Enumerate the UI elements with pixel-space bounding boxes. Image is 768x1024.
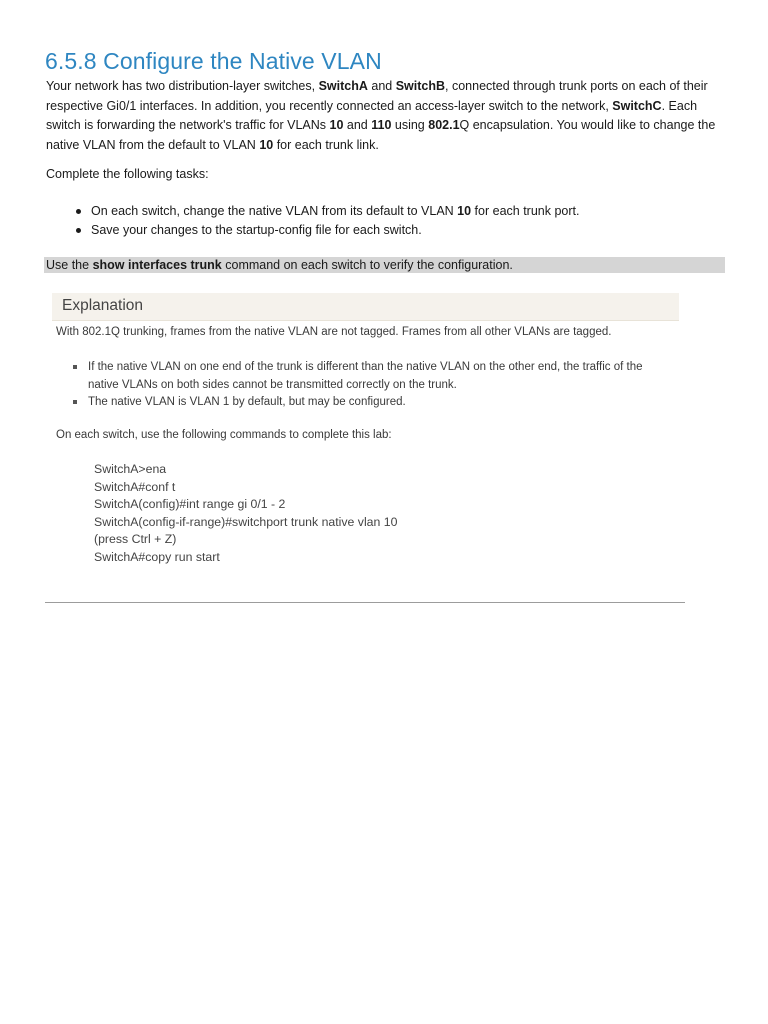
vlan-10: 10 <box>259 137 274 152</box>
command-line: SwitchA>ena <box>94 462 167 476</box>
bullet-icon <box>76 209 81 214</box>
command-line: SwitchA(config)#int range gi 0/1 - 2 <box>94 497 286 512</box>
explanation-bullet-text: If the native VLAN on one end of the trunk is different than the native VLAN on the other end, the traffic of the native VLANs on both sides cannot be transmitted correctly on the trunk. <box>88 361 643 391</box>
explanation-header <box>52 293 679 321</box>
vlan-10: 10 <box>329 118 344 132</box>
explanation-text: With 802.1Q trunking, frames from the native VLAN are not tagged. Frames from all other VLANs are tagged. <box>56 326 612 338</box>
task-text: On each switch, change the native VLAN from its default to VLAN <box>91 204 458 218</box>
switch-c-name: SwitchC <box>612 98 662 113</box>
intro-text: , connected through trunk ports on each of their respective Gi0/1 interfaces. In addition, you recently connected an access-layer switch to the network, <box>46 79 708 113</box>
command-line: SwitchA#copy run start <box>94 549 220 564</box>
task-text: for each trunk port. <box>471 204 580 218</box>
lab-instructions: On each switch, use the following commands to complete this lab: <box>56 429 392 441</box>
bullet-icon <box>76 228 81 233</box>
task-text: Save your changes to the startup-config file for each switch. <box>91 222 422 237</box>
explanation-bullets <box>56 359 676 412</box>
intro-text: and <box>343 118 372 132</box>
intro-text: Q encapsulation. You would like to change the native VLAN from the default to VLAN <box>46 118 716 152</box>
command-line: SwitchA#conf t <box>94 479 176 494</box>
verify-instruction-bar <box>44 257 725 273</box>
task-bold: 10 <box>457 204 472 218</box>
intro-text: . Each switch is forwarding the network's traffic for VLANs <box>46 98 698 132</box>
tasks-heading: Complete the following tasks: <box>46 167 209 181</box>
bullet-icon <box>73 365 77 369</box>
page-title: 6.5.8 Configure the Native VLAN <box>45 48 382 74</box>
switch-a-name: SwitchA <box>318 79 368 93</box>
verify-text: Use the <box>46 258 93 272</box>
intro-paragraph <box>46 77 731 155</box>
intro-text: using <box>391 118 429 132</box>
task-list <box>46 202 579 239</box>
vlan-110: 110 <box>371 118 392 132</box>
command-list <box>94 461 397 567</box>
task-item <box>46 221 579 240</box>
intro-text: Your network has two distribution-layer switches, <box>46 79 319 93</box>
encapsulation-standard: 802.1 <box>428 118 460 132</box>
switch-b-name: SwitchB <box>395 79 446 93</box>
verify-command: show interfaces trunk <box>92 258 222 272</box>
explanation-heading: Explanation <box>62 297 144 314</box>
verify-text: command on each switch to verify the configuration. <box>221 258 513 272</box>
bullet-icon <box>73 400 77 404</box>
command-line: SwitchA(config-if-range)#switchport trunk native vlan 10 <box>94 514 398 529</box>
horizontal-divider <box>45 602 685 603</box>
explanation-bullet-text: The native VLAN is VLAN 1 by default, but may be configured. <box>88 396 406 408</box>
intro-text: for each trunk link. <box>273 137 379 152</box>
explanation-bullet <box>56 394 676 412</box>
intro-text: and <box>367 79 396 93</box>
task-item <box>46 202 579 221</box>
command-line: (press Ctrl + Z) <box>94 532 177 547</box>
explanation-bullet <box>56 359 676 394</box>
